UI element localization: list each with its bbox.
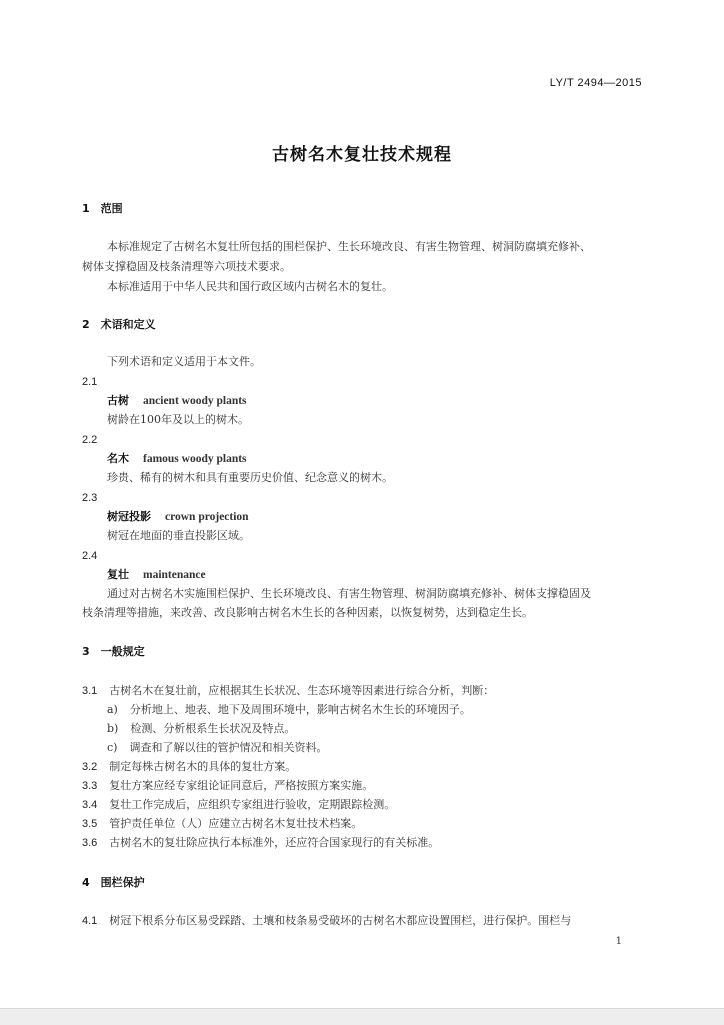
term-2-3-cn: 树冠投影 [107,510,151,523]
clause-3-1-number: 3.1 [82,685,98,697]
list-item-c [107,741,327,755]
section-4-heading: 4 围栏保护 [82,876,145,889]
list-item-c-text: 调查和了解以往的管护情况和相关资料。 [129,741,328,754]
list-item-b [107,722,295,736]
term-2-4-cn: 复壮 [107,568,129,581]
clause-3-6-text: 古树名木的复壮除应执行本标准外，还应符合国家现行的有关标准。 [109,836,440,849]
clause-3-5-text: 管护责任单位（人）应建立古树名木复壮技术档案。 [109,817,363,830]
term-2-1-number: 2.1 [82,376,98,388]
clause-3-3-text: 复壮方案应经专家组论证同意后，严格按照方案实施。 [109,779,374,792]
clause-4-1 [82,914,571,928]
clause-4-1-number: 4.1 [82,915,98,927]
clause-3-6-number: 3.6 [82,837,98,849]
clause-3-2-text: 制定每株古树名木的具体的复壮方案。 [109,760,297,773]
page-title: 古树名木复壮技术规程 [272,145,452,165]
term-2-4-en: maintenance [143,569,206,581]
list-item-a [107,703,471,717]
term-2-3-definition: 树冠在地面的垂直投影区域。 [107,529,250,542]
viewer-bottom-bar [0,1008,724,1025]
clause-3-2-number: 3.2 [82,761,98,773]
term-2-2-number: 2.2 [82,434,98,446]
list-item-b-text: 检测、分析根系生长状况及特点。 [130,722,296,735]
term-2-4-heading [107,568,206,582]
doc-code: LY/T 2494—2015 [549,77,642,89]
term-2-1-definition: 树龄在100年及以上的树木。 [107,413,249,426]
term-2-3-en: crown projection [165,511,249,523]
section-1-heading: 1 范围 [82,202,123,215]
s2-intro: 下列术语和定义适用于本文件。 [107,355,261,368]
clause-3-1 [82,684,494,698]
term-2-2-cn: 名木 [107,452,129,465]
term-2-1-cn: 古树 [107,394,129,407]
list-item-b-mark: b) [107,722,119,735]
s1-para1-line2: 树体支撑稳固及枝条清理等六项技术要求。 [82,260,291,273]
term-2-2-en: famous woody plants [143,453,247,465]
list-item-a-mark: a) [107,703,118,716]
term-2-3-number: 2.3 [82,492,98,504]
term-2-2-heading [107,452,247,466]
clause-3-3 [82,779,373,793]
clause-3-3-number: 3.3 [82,780,98,792]
s1-para2: 本标准适用于中华人民共和国行政区域内古树名木的复壮。 [107,280,393,293]
section-3-heading: 3 一般规定 [82,645,145,658]
clause-3-4 [82,798,395,812]
list-item-c-mark: c) [107,741,118,754]
list-item-a-text: 分析地上、地表、地下及周围环境中，影响古树名木生长的环境因子。 [129,703,471,716]
term-2-4-definition-line2: 枝条清理等措施，来改善、改良影响古树名木生长的各种因素，以恢复树势，达到稳定生长。 [82,606,533,619]
section-2-heading: 2 术语和定义 [82,318,156,331]
term-2-4-definition-line1: 通过对古树名木实施围栏保护、生长环境改良、有害生物管理、树洞防腐填充修补、树体支撑稳固及 [107,587,591,600]
clause-3-4-number: 3.4 [82,799,98,811]
clause-3-6 [82,836,439,850]
clause-3-1-text: 古树名木在复壮前，应根据其生长状况、生态环境等因素进行综合分析，判断： [109,684,495,697]
page-number: 1 [615,936,622,947]
clause-3-4-text: 复壮工作完成后，应组织专家组进行验收，定期跟踪检测。 [109,798,396,811]
clause-3-2 [82,760,296,774]
s1-para1-line1: 本标准规定了古树名木复壮所包括的围栏保护、生长环境改良、有害生物管理、树洞防腐填充修补、 [107,240,591,253]
term-2-2-definition: 珍贵、稀有的树木和具有重要历史价值、纪念意义的树木。 [107,471,393,484]
term-2-1-en: ancient woody plants [143,395,247,407]
term-2-3-heading [107,510,249,524]
clause-3-5 [82,817,362,831]
term-2-4-number: 2.4 [82,550,98,562]
clause-3-5-number: 3.5 [82,818,98,830]
clause-4-1-text: 树冠下根系分布区易受踩踏、土壤和枝条易受破坏的古树名木都应设置围栏，进行保护。围栏与 [109,914,572,927]
term-2-1-heading [107,394,247,408]
